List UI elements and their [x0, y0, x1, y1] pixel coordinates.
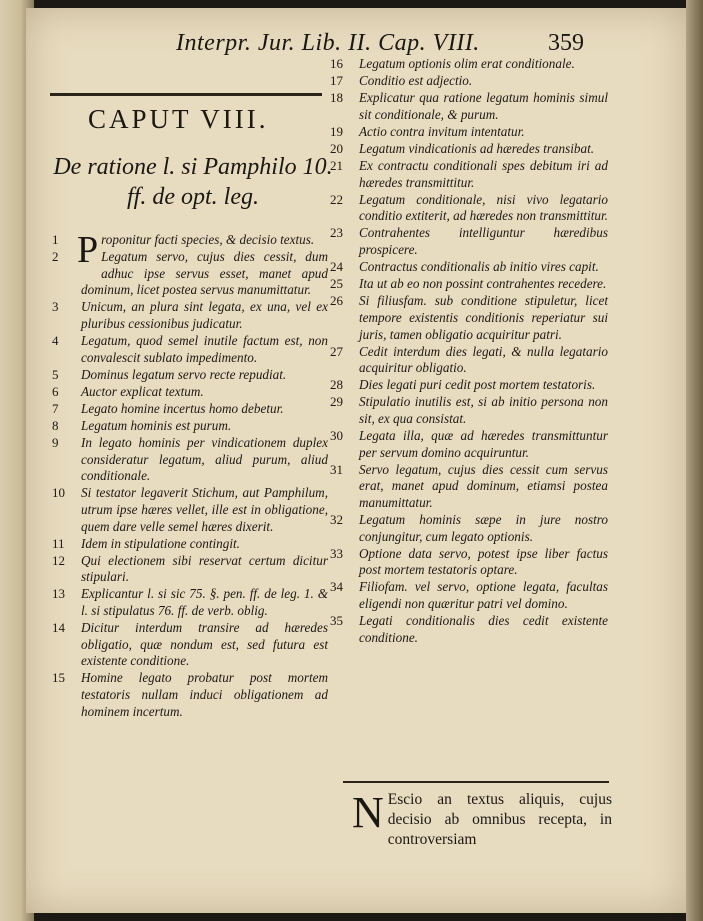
entry-text: In legato hominis per vindicationem duplex consideratur legatum, aliud purum, aliud conditionale.: [81, 435, 328, 484]
entry-number: 13: [52, 586, 65, 602]
entry-number: 16: [330, 56, 343, 71]
summary-column-left: [52, 229, 328, 721]
entry-text: Legatum hominis est purum.: [81, 418, 232, 434]
summary-entry: [330, 462, 608, 512]
summary-entry: [52, 229, 328, 271]
summary-entry: [330, 192, 608, 225]
entry-number: 10: [52, 485, 65, 501]
entry-number: 22: [330, 191, 343, 207]
summary-entry: [52, 367, 328, 384]
entry-number: 17: [330, 73, 343, 89]
summary-entry: [330, 225, 608, 258]
entry-number: 34: [330, 579, 343, 595]
summary-entry: [330, 428, 608, 461]
entry-text: Legata illa, quæ ad hæredes transmittuntur per servum domino acquiruntur.: [359, 428, 608, 460]
summary-entry: [330, 394, 608, 427]
summary-entry: [330, 276, 608, 293]
summary-entry: [330, 546, 608, 579]
entry-text: Auctor explicat textum.: [81, 383, 204, 399]
summary-entry: [52, 418, 328, 435]
page-number: 359: [548, 30, 584, 56]
entry-text: Ita ut ab eo non possint contrahentes recedere.: [359, 276, 607, 292]
entry-number: 2: [52, 249, 59, 265]
body-initial: N: [352, 788, 384, 837]
entry-text: Optione data servo, potest ipse liber factus post mortem testatoris optare.: [359, 545, 608, 578]
entry-text: Cedit interdum dies legati, & nulla legatario acquiritur obligatio.: [359, 343, 608, 376]
summary-column-right: [330, 56, 608, 647]
entry-number: 1: [52, 232, 59, 247]
entry-number: 5: [52, 366, 59, 382]
summary-entry: [330, 293, 608, 343]
entry-text: Legatum conditionale, nisi vivo legatario conditio extiterit, ad hæredes non transmittitur.: [359, 191, 608, 224]
entry-text: Dicitur interdum transire ad hæredes obligatio, quæ nondum est, sed futura est existente conditione.: [81, 620, 328, 669]
chapter-title: CAPUT VIII.: [88, 104, 269, 134]
summary-list-right: [330, 56, 608, 646]
entry-text: Legati conditionalis dies cedit existente conditione.: [359, 613, 608, 645]
entry-number: 35: [330, 613, 343, 629]
entry-text: Actio contra invitum intentatur.: [359, 123, 525, 139]
entry-number: 3: [52, 299, 59, 315]
entry-text: Idem in stipulatione contingit.: [81, 535, 240, 551]
entry-text: Homine legato probatur post mortem testatoris nullam induci obligationem ad hominem incertum.: [81, 670, 328, 719]
entry-text: Contrahentes intelliguntur hæredibus prospicere.: [359, 225, 608, 258]
entry-text: Si filiusfam. sub conditione stipuletur, licet tempore existentis conditionis reperiatur sui juris, tamen obligatio acquiritur patri.: [359, 293, 608, 342]
summary-entry: [52, 401, 328, 418]
entry-number: 23: [330, 225, 343, 241]
entry-number: 19: [330, 123, 343, 139]
summary-entry: [330, 124, 608, 141]
entry-text: Dies legati puri cedit post mortem testatoris.: [359, 377, 596, 393]
entry-number: 27: [330, 343, 343, 359]
section-title: De ratione l. si Pamphilo 10. ff. de opt. leg.: [53, 154, 333, 210]
entry-text: Ex contractu conditionali spes debitum iri ad hæredes transmittitur.: [359, 158, 608, 190]
drop-cap: P: [77, 229, 99, 271]
entry-text: Legatum, quod semel inutile factum est, non convalescit sublato impedimento.: [81, 333, 328, 365]
summary-entry: [52, 249, 328, 299]
summary-entry: [330, 579, 608, 612]
entry-text: Contractus conditionalis ab initio vires capit.: [359, 259, 599, 275]
entry-number: 25: [330, 276, 343, 292]
entry-number: 14: [52, 620, 65, 636]
entry-text: Qui electionem sibi reservat certum dicitur stipulari.: [81, 552, 328, 585]
summary-entry: [330, 512, 608, 545]
entry-number: 21: [330, 158, 343, 174]
summary-list-left: [52, 249, 328, 720]
entry-number: 11: [52, 535, 65, 551]
summary-entry: [52, 620, 328, 670]
entry-text: Servo legatum, cujus dies cessit cum servus erat, manet apud dominum, etiamsi postea manumittatur.: [359, 461, 608, 510]
entry-number: 6: [52, 383, 59, 399]
entry-text: Dominus legatum servo recte repudiat.: [81, 366, 287, 382]
entry-text: Legatum optionis olim erat conditionale.: [359, 56, 575, 71]
entry-text: Explicatur qua ratione legatum hominis simul sit conditionale, & purum.: [359, 90, 608, 122]
summary-entry: [330, 73, 608, 90]
summary-entry: [52, 485, 328, 535]
entry-number: 26: [330, 293, 343, 309]
entry-number: 33: [330, 545, 343, 561]
entry-number: 28: [330, 377, 343, 393]
summary-entry: [52, 586, 328, 619]
entry-number: 24: [330, 259, 343, 275]
right-page-edge: [686, 0, 703, 921]
summary-entry: [330, 141, 608, 158]
body-paragraph: Escio an textus aliquis, cujus decisio ab omnibus recepta, in controversiam: [387, 791, 612, 848]
summary-entry: [52, 553, 328, 586]
summary-entry: [330, 613, 608, 646]
summary-entry: [52, 435, 328, 485]
entry-text: Legatum vindicationis ad hæredes transibat.: [359, 140, 595, 156]
entry-text: Explicantur l. si sic 75. §. pen. ff. de leg. 1. & l. si stipulatus 76. ff. de verb. oblig.: [81, 586, 328, 619]
entry-number: 20: [330, 140, 343, 156]
summary-entry: [330, 344, 608, 377]
summary-entry: [52, 384, 328, 401]
summary-entry: [52, 333, 328, 366]
summary-entry: [52, 299, 328, 332]
entry-text: roponitur facti species, & decisio textus.: [101, 232, 315, 247]
entry-text: Si testator legaverit Stichum, aut Pamphilum, utrum ipse hæres vellet, ille est in obligatione, quem dare velle semel hæres dixerit.: [81, 485, 328, 534]
entry-number: 7: [52, 400, 59, 416]
entry-text: Conditio est adjectio.: [359, 73, 473, 89]
summary-entry: [52, 670, 328, 720]
entry-text-wrap: [77, 229, 328, 271]
entry-text: Legatum hominis sæpe in jure nostro conjungitur, cum legato optionis.: [359, 512, 608, 544]
entry-text: Unicum, an plura sint legata, ex una, vel ex pluribus cessionibus judicatur.: [81, 299, 328, 331]
entry-number: 32: [330, 512, 343, 528]
running-head: Interpr. Jur. Lib. II. Cap. VIII.: [176, 30, 480, 56]
entry-number: 8: [52, 418, 59, 434]
entry-number: 12: [52, 552, 65, 568]
section-rule: [343, 781, 609, 783]
summary-entry: [330, 56, 608, 73]
entry-text: Legato homine incertus homo debetur.: [81, 400, 284, 416]
summary-entry: [330, 158, 608, 191]
entry-number: 18: [330, 90, 343, 106]
entry-number: 9: [52, 435, 59, 451]
entry-number: 29: [330, 394, 343, 410]
chapter-rule: [50, 93, 322, 96]
entry-number: 4: [52, 333, 59, 349]
entry-text: Stipulatio inutilis est, si ab initio persona non sit, ex qua consistat.: [359, 394, 608, 426]
body-text: [352, 790, 612, 850]
entry-number: 15: [52, 670, 65, 686]
entry-number: 31: [330, 461, 343, 477]
entry-number: 30: [330, 428, 343, 444]
summary-entry: [330, 259, 608, 276]
summary-entry: [330, 90, 608, 123]
summary-entry: [52, 536, 328, 553]
entry-text: Filiofam. vel servo, optione legata, facultas eligendi non quæritur patri vel domino.: [359, 579, 608, 611]
entry-text: Legatum servo, cujus dies cessit, dum adhuc ipse servus esset, manet apud dominum, licet postea servus manumittatur.: [81, 249, 328, 298]
summary-entry: [330, 377, 608, 394]
